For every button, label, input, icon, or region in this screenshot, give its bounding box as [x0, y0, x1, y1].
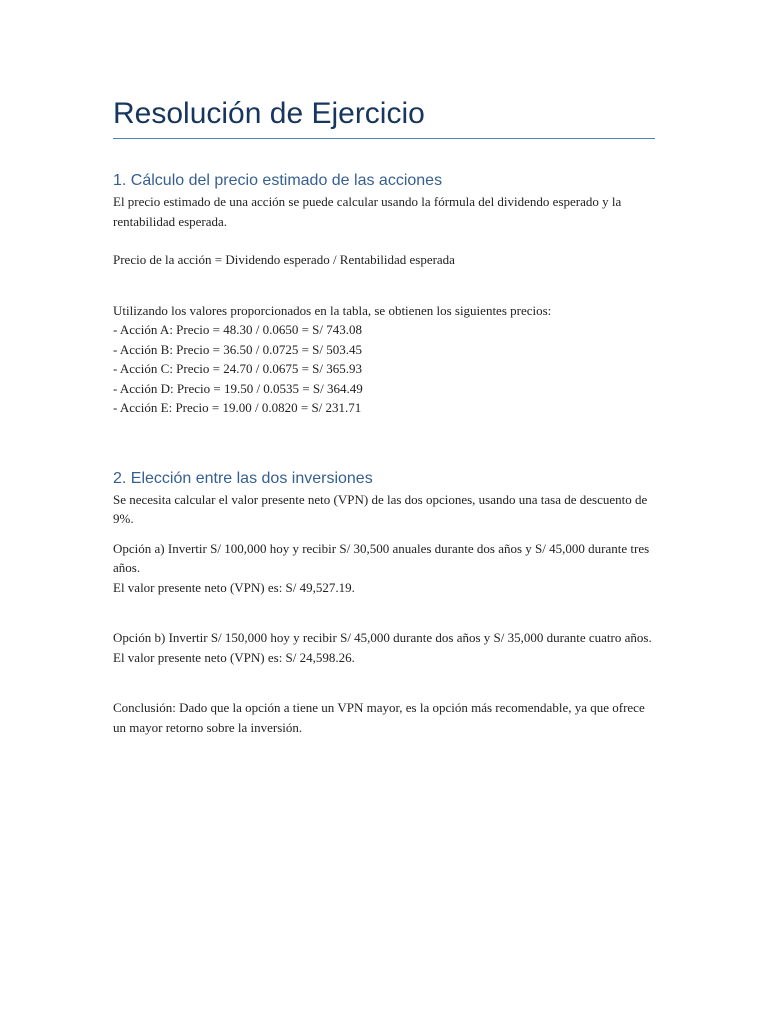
option-a-vpn: El valor presente neto (VPN) es: S/ 49,527.19. [113, 579, 355, 595]
price-item-b: - Acción B: Precio = 36.50 / 0.0725 = S/ 503.45 [113, 341, 363, 357]
price-item-e: - Acción E: Precio = 19.00 / 0.0820 = S/ 231.71 [113, 400, 362, 415]
section-heading-investment-choice: 2. Elección entre las dos inversiones [113, 469, 373, 487]
conclusion-paragraph: Conclusión: Dado que la opción a tiene un VPN mayor, es la opción más recomendable, ya que ofrece un mayor retorno sobre la inversión. [113, 700, 645, 735]
price-item-a: - Acción A: Precio = 48.30 / 0.0650 = S/ 743.08 [113, 322, 363, 337]
option-a-description: Opción a) Invertir S/ 100,000 hoy y recibir S/ 30,500 anuales durante dos años y S/ 45,000 durante tres años. [113, 540, 650, 575]
price-list [113, 301, 655, 418]
price-list-lead: Utilizando los valores proporcionados en la tabla, se obtienen los siguientes precios: [113, 302, 552, 318]
price-item-c: - Acción C: Precio = 24.70 / 0.0675 = S/ 365.93 [113, 361, 363, 376]
price-item-d: - Acción D: Precio = 19.50 / 0.0535 = S/ 364.49 [113, 380, 363, 396]
option-b-block [113, 628, 655, 667]
section2-intro-paragraph: Se necesita calcular el valor presente neto (VPN) de las dos opciones, usando una tasa de descuento de 9%. [113, 491, 648, 526]
section1-intro-paragraph: El precio estimado de una acción se puede calcular usando la fórmula del dividendo esperado y la rentabilidad esperada. [113, 194, 622, 229]
option-a-block [113, 539, 655, 598]
formula-paragraph: Precio de la acción = Dividendo esperado / Rentabilidad esperada [113, 252, 455, 267]
option-b-description: Opción b) Invertir S/ 150,000 hoy y recibir S/ 45,000 durante dos años y S/ 35,000 durante cuatro años. [113, 630, 652, 645]
document-page [113, 0, 655, 737]
document-title: Resolución de Ejercicio [113, 0, 655, 139]
option-b-vpn: El valor presente neto (VPN) es: S/ 24,598.26. [113, 649, 355, 665]
section-heading-price-calculation: 1. Cálculo del precio estimado de las acciones [113, 172, 443, 189]
